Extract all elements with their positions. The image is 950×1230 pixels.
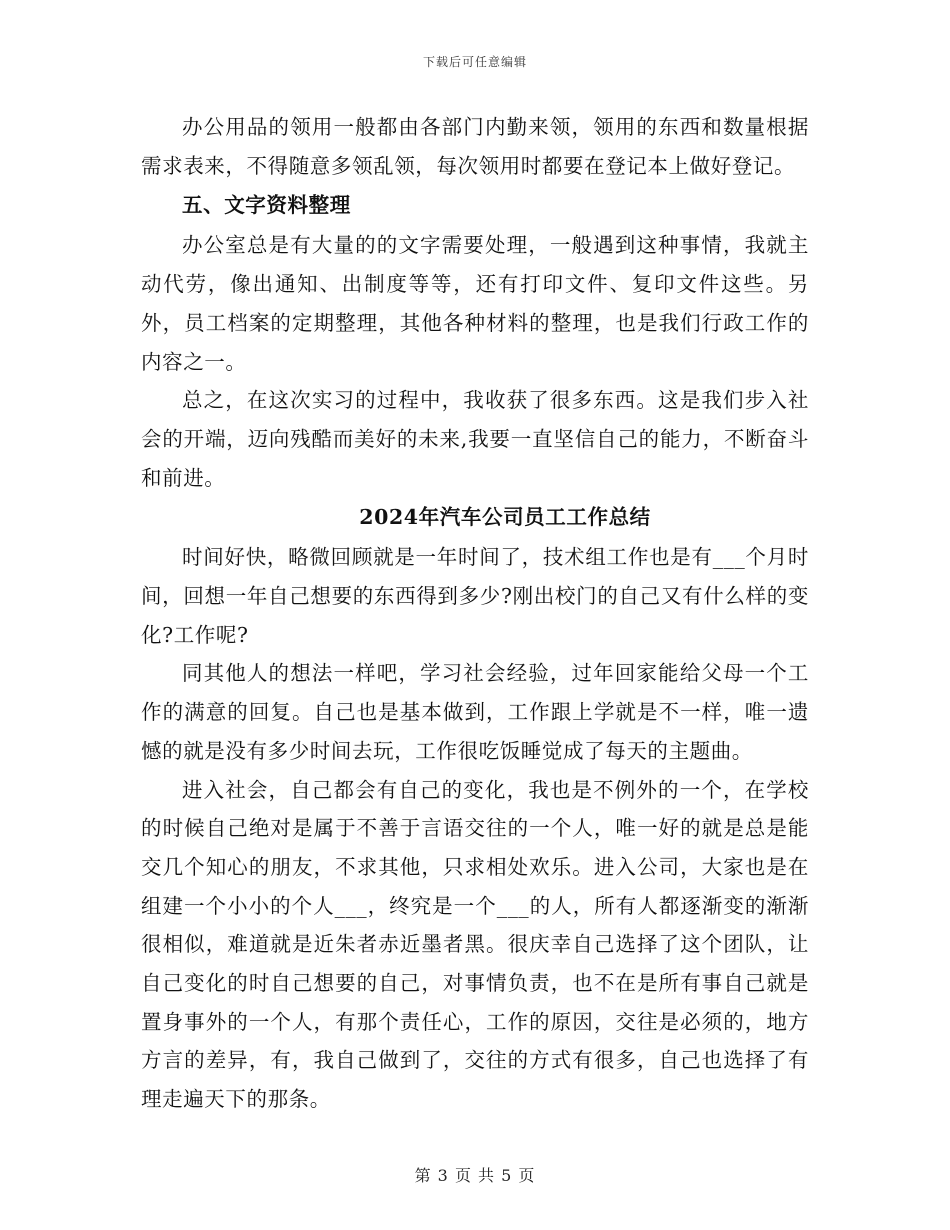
- document-body: [141, 108, 809, 1119]
- document-title: 2024年汽车公司员工工作总结: [359, 505, 651, 530]
- paragraph-document-processing: 办公室总是有大量的的文字需要处理，一般遇到这种事情，我就主动代劳，像出通知、出制度等等，还有打印文件、复印文件这些。另外，员工档案的定期整理，其他各种材料的整理，也是我们行政工作的内容之一。: [141, 233, 809, 374]
- paragraph-year-review: 时间好快，略微回顾就是一年时间了，技术组工作也是有___个月时间，回想一年自己想要的东西得到多少?刚出校门的自己又有什么样的变化?工作呢?: [141, 545, 809, 647]
- paragraph-internship-conclusion: 总之，在这次实习的过程中，我收获了很多东西。这是我们步入社会的开端，迈向残酷而美好的未来,我要一直坚信自己的能力，不断奋斗和前进。: [141, 388, 809, 490]
- paragraph-office-supplies: 办公用品的领用一般都由各部门内勤来领，领用的东西和数量根据需求表来，不得随意多领乱领，每次领用时都要在登记本上做好登记。: [141, 115, 809, 178]
- section-heading-document-management: 五、文字资料整理: [182, 193, 351, 218]
- page-header-note: 下载后可任意编辑: [422, 55, 527, 69]
- page-number: 第 3 页 共 5 页: [414, 1166, 536, 1185]
- paragraph-personal-change: 进入社会，自己都会有自己的变化，我也是不例外的一个，在学校的时候自己绝对是属于不善于言语交往的一个人，唯一好的就是总是能交几个知心的朋友，不求其他，只求相处欢乐。进入公司，大家也是在组建一个小小的个人___，终究是一个___的人，所有人都逐渐变的渐渐很相似，难道就是近朱者赤近墨者黑。很庆幸自己选择了这个团队，让自己变化的时自己想要的自己，对事情负责，也不在是所有事自己就是置身事外的一个人，有那个责任心，工作的原因，交往是必须的，地方方言的差异，有，我自己做到了，交往的方式有很多，自己也选择了有理走遍天下的那条。: [141, 777, 809, 1112]
- paragraph-social-experience: 同其他人的想法一样吧，学习社会经验，过年回家能给父母一个工作的满意的回复。自己也是基本做到，工作跟上学就是不一样，唯一遗憾的就是没有多少时间去玩，工作很吃饭睡觉成了每天的主题曲。: [141, 661, 809, 763]
